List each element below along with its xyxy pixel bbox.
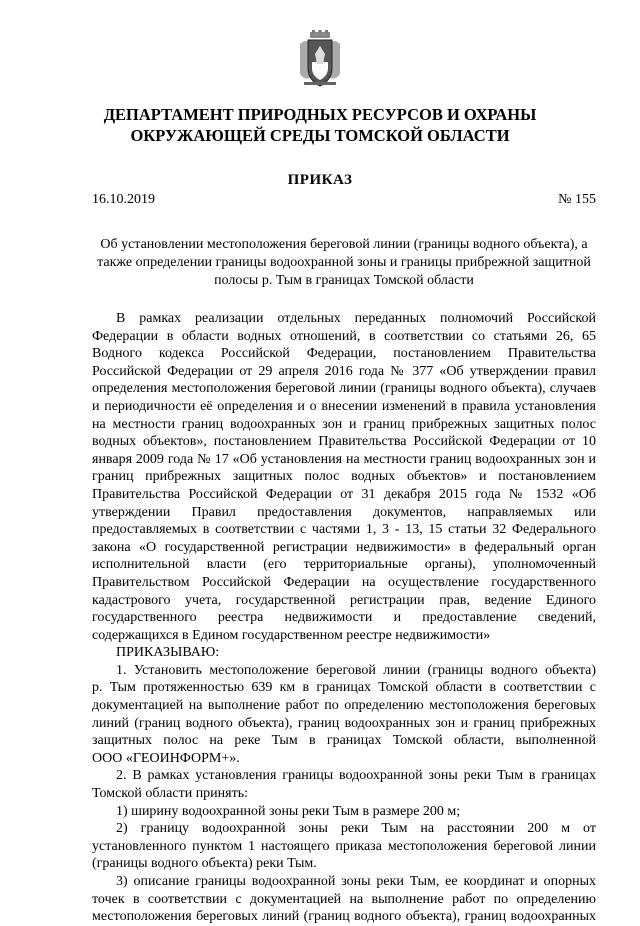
body-line: местоположения береговых линий (границ водного объекта), границ водоохранных xyxy=(92,909,596,925)
tomsk-coat-of-arms-icon xyxy=(298,30,342,90)
body-line: границ прибрежных защитных полос водных объектов» и постановлением xyxy=(92,469,596,485)
body-line: водных объектов», постановлением Правительства Российской Федерации от 10 xyxy=(92,434,596,450)
subject-line: полосы р. Тым в границах Томской области xyxy=(214,273,474,288)
body-line: 1. Установить местоположение береговой линии (границы водного объекта) xyxy=(116,662,596,678)
org-line: ДЕПАРТАМЕНТ ПРИРОДНЫХ РЕСУРСОВ И ОХРАНЫ xyxy=(103,105,537,124)
body-line: и периодичности её определения и о внесении изменений в правила установления xyxy=(92,398,596,414)
body-line: ПРИКАЗЫВАЮ: xyxy=(116,645,220,661)
body-line: ООО «ГЕОИНФОРМ+». xyxy=(92,750,240,766)
body-line: Правительством Российской Федерации на осуществление государственного xyxy=(92,574,596,590)
body-line: 1) ширину водоохранной зоны реки Тым в размере 200 м; xyxy=(116,803,461,819)
document-body xyxy=(92,310,596,926)
body-line: Томской области принять: xyxy=(92,786,248,802)
body-line: линий (границ водного объекта), границ водоохранных зон и границ прибрежных xyxy=(92,715,596,731)
body-line: исполнительной власти (его территориальные органы), уполномоченный xyxy=(92,557,596,573)
body-line: Федерации в области водных отношений, в соответствии со статьями 26, 65 xyxy=(92,328,596,344)
org-line: ОКРУЖАЮЩЕЙ СРЕДЫ ТОМСКОЙ ОБЛАСТИ xyxy=(130,126,510,145)
document-number: № 155 xyxy=(558,192,596,207)
body-line: кадастрового учета, государственной регистрации прав, ведение Единого xyxy=(92,592,596,608)
document-subject xyxy=(92,236,596,290)
body-line: защитных полос на реке Тым в границах Томской области, выполненной xyxy=(92,733,596,749)
body-line: 3) описание границы водоохранной зоны реки Тым, ее координат и опорных xyxy=(116,874,596,889)
body-line: Водного кодекса Российской Федерации, постановлением Правительства xyxy=(92,346,596,362)
body-line: января 2009 года № 17 «Об установления на местности границ водоохранных зон и xyxy=(92,451,596,467)
body-line: государственного реестра недвижимости и предоставление сведений, xyxy=(92,610,596,626)
body-line: определения местоположения береговой линии (границы водного объекта), случаев xyxy=(92,381,596,397)
body-line: р. Тым протяженностью 639 км в границах Томской области в соответствии с xyxy=(92,680,596,696)
body-line: предоставляемых в соответствии с частями 1, 3 - 13, 15 статьи 32 Федерального xyxy=(92,522,596,538)
body-line: 2. В рамках установления границы водоохранной зоны реки Тым в границах xyxy=(116,768,596,784)
body-line: точек в соответствии с документацией на выполнение работ по определению xyxy=(92,891,596,907)
subject-line: также определении границы водоохранной зоны и границы прибрежной защитной xyxy=(97,255,591,270)
body-line: 2) границу водоохранной зоны реки Тым на расстоянии 200 м от xyxy=(116,821,596,837)
body-line: установленного пунктом 1 настоящего приказа местоположения береговой линии xyxy=(92,838,596,854)
document-date: 16.10.2019 xyxy=(92,192,155,207)
body-line: на местности границ водоохранных зон и границ прибрежных защитных полос xyxy=(92,416,596,432)
document-type: ПРИКАЗ xyxy=(287,172,353,188)
body-line: Российской Федерации от 29 апреля 2016 года № 377 «Об утверждении правил xyxy=(92,363,596,379)
organization-name xyxy=(60,104,580,146)
subject-line: Об установлении местоположения береговой линии (границы водного объекта), а xyxy=(100,237,588,252)
body-line: В рамках реализации отдельных переданных полномочий Российской xyxy=(116,311,596,326)
body-line: (границы водного объекта) реки Тым. xyxy=(92,856,317,872)
body-line: содержащихся в Едином государственном реестре недвижимости» xyxy=(92,627,491,643)
body-line: Правительства Российской Федерации от 31 декабря 2015 года № 1532 «Об xyxy=(92,486,596,502)
body-line: утверждении Правил предоставления документов, направляемых или xyxy=(92,504,596,520)
body-line: закона «О государственной регистрации недвижимости» в федеральный орган xyxy=(92,539,596,555)
body-line: документацией на выполнение работ по определению местоположения береговых xyxy=(92,698,596,714)
